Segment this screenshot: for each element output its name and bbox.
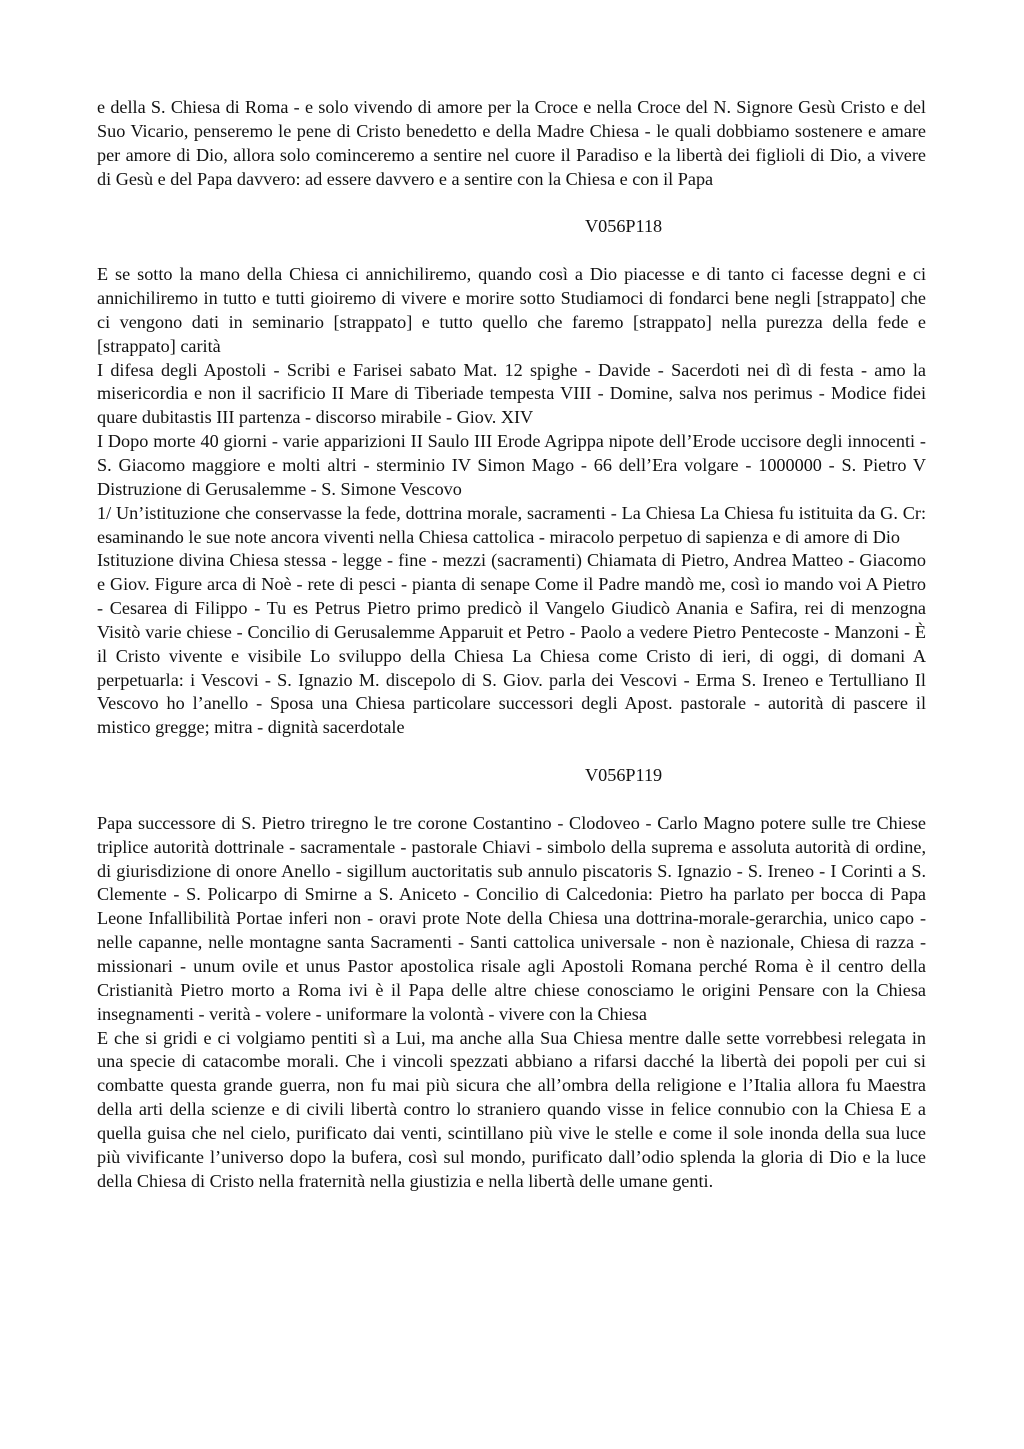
page-reference-label: V056P119 [585,765,663,786]
paragraph: E se sotto la mano della Chiesa ci annichiliremo, quando così a Dio piacesse e di tanto ci facesse degni e ci annichiliremo in tutto e tutti gioiremo di vivere e morire sotto Studiamoci di fondarci bene negli [strappato] che ci vengono dati in seminario [strappato] e tutto quello che faremo [strappato] nella purezza della fede e [strappato] carità [97,264,926,356]
page-reference-label: V056P118 [585,216,663,237]
spacer [97,788,926,812]
spacer [97,239,926,263]
spacer [97,191,926,215]
paragraph: I Dopo morte 40 giorni - varie apparizioni II Saulo III Erode Agrippa nipote dell’Erode uccisore degli innocenti - S. Giacomo maggiore e molti altri - sterminio IV Simon Mago - 66 dell’Era volgare - 1000000 - S. Pietro V Distruzione di Gerusalemme - S. Simone Vescovo [97,431,926,499]
document-page [97,96,926,1193]
paragraph: 1/ Un’istituzione che conservasse la fede, dottrina morale, sacramenti - La Chiesa La Chiesa fu istituita da G. Cr: esaminando le sue note ancora viventi nella Chiesa cattolica - miracolo perpetuo di sapienza e di amore di Dio [97,502,926,547]
spacer [97,740,926,764]
paragraph: Papa successore di S. Pietro triregno le tre corone Costantino - Clodoveo - Carlo Magno potere sulle tre Chiese triplice autorità dottrinale - sacramentale - pastorale Chiavi - simbolo della suprema e assoluta autorità di ordine, di giurisdizione di onore Anello - sigillum auctoritatis sub annulo piscatoris S. Ignazio - S. Ireneo - I Corinti a S. Clemente - S. Policarpo di Smirne a S. Aniceto - Concilio di Calcedonia: Pietro ha parlato per bocca di Papa Leone Infallibilità Portae inferi non - oravi prote Note della Chiesa una dottrina-morale-gerarchia, unico capo - nelle capanne, nelle montagne santa Sacramenti - Santi cattolica universale - non è nazionale, Chiesa di razza - missionari - unum ovile et unus Pastor apostolica risale agli Apostoli Romana perché Roma è il centro della Cristianità Pietro morto a Roma ivi è il Papa delle altre chiese conosciamo le origini Pensare con la Chiesa insegnamenti - verità - volere - uniformare la volontà - vivere con la Chiesa [97,812,926,1024]
paragraph: Istituzione divina Chiesa stessa - legge - fine - mezzi (sacramenti) Chiamata di Pietro, Andrea Matteo - Giacomo e Giov. Figure arca di Noè - rete di pesci - pianta di senape Come il Padre mandò me, così io mando voi A Pietro - Cesarea di Filippo - Tu es Petrus Pietro primo predicò il Vangelo Giudicò Anania e Safira, rei di menzogna Visitò varie chiese - Concilio di Gerusalemme Apparuit et Petro - Paolo a vedere Pietro Pentecoste - Manzoni - È il Cristo vivente e visibile Lo sviluppo della Chiesa La Chiesa come Cristo di ieri, di oggi, di domani A perpetuarla: i Vescovi - S. Ignazio M. discepolo di S. Giov. parla dei Vescovi - Erma S. Ireneo e Tertulliano Il Vescovo ho l’anello - Sposa una Chiesa particolare successori degli Apost. pastorale - autorità di pascere il mistico gregge; mitra - dignità sacerdotale [97,550,926,738]
paragraph: I difesa degli Apostoli - Scribi e Farisei sabato Mat. 12 spighe - Davide - Sacerdoti nei dì di festa - amo la misericordia e non il sacrificio II Mare di Tiberiade tempesta VIII - Domine, salva nos perimus - Modice fidei quare dubitastis III partenza - discorso mirabile - Giov. XIV [97,359,926,428]
paragraph: e della S. Chiesa di Roma - e solo vivendo di amore per la Croce e nella Croce del N. Signore Gesù Cristo e del Suo Vicario, penseremo le pene di Cristo benedetto e della Madre Chiesa - le quali dobbiamo sostenere e amare per amore di Dio, allora solo cominceremo a sentire nel cuore il Paradiso e la libertà dei figlioli di Dio, a vivere di Gesù e del Papa davvero: ad essere davvero e a sentire con la Chiesa e con il Papa [97,97,926,189]
paragraph: E che si gridi e ci volgiamo pentiti sì a Lui, ma anche alla Sua Chiesa mentre dalle sette vorrebbesi relegata in una specie di catacombe morali. Che i vincoli spezzati abbiano a rifarsi dacché la libertà dei popoli per cui si combatte questa grande guerra, non fu mai più sicura che all’ombra della religione e l’Italia allora fu Maestra della arti della scienze e di civili libertà contro lo straniero quando visse in felice connubio con la Chiesa E a quella guisa che nel cielo, purificato dai venti, scintillano più vive le stelle e come il sole inonda della sua luce più vivificante l’universo dopo la bufera, così sul mondo, purificato dall’odio splenda la gloria di Dio e la luce della Chiesa di Cristo nella fraternità nella giustizia e nella libertà delle umane genti. [97,1027,926,1191]
